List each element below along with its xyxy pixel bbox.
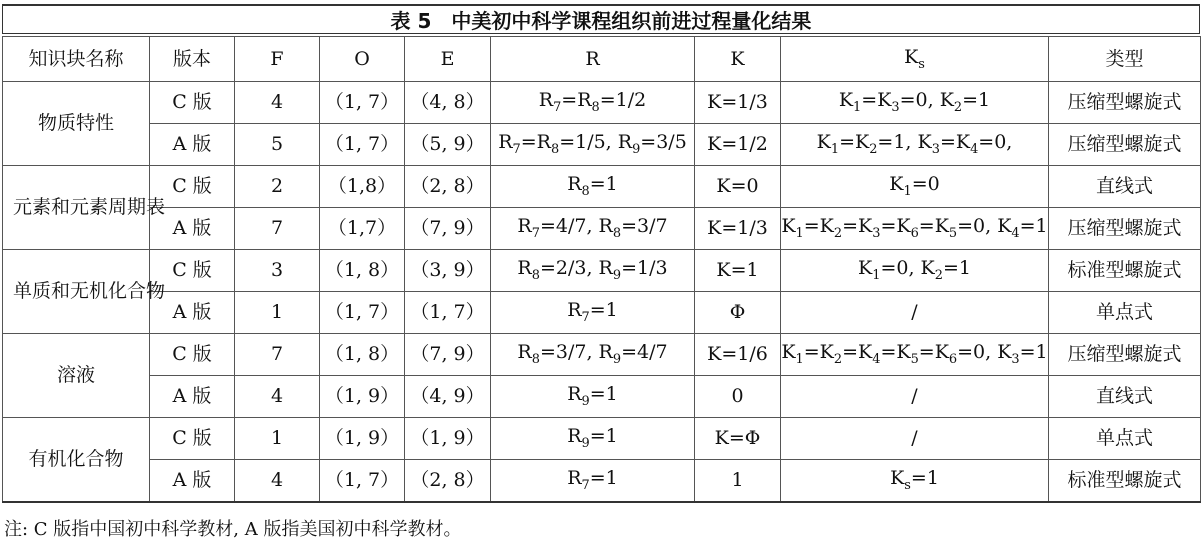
k-cell: K=1/2 — [695, 124, 781, 166]
version-cell: C 版 — [150, 418, 235, 460]
header-row — [3, 37, 1201, 82]
type-cell: 单点式 — [1049, 418, 1201, 460]
col-header-e: E — [405, 37, 491, 82]
table-row — [3, 334, 1201, 376]
knowledge-block-cell: 单质和无机化合物 — [3, 250, 150, 334]
table-row — [3, 166, 1201, 208]
type-cell: 直线式 — [1049, 166, 1201, 208]
version-cell: A 版 — [150, 376, 235, 418]
f-cell: 5 — [235, 124, 320, 166]
e-cell: （4, 9） — [405, 376, 491, 418]
type-cell: 压缩型螺旋式 — [1049, 208, 1201, 250]
version-cell: C 版 — [150, 166, 235, 208]
f-cell: 2 — [235, 166, 320, 208]
ks-cell: / — [781, 376, 1049, 418]
o-cell: （1, 8） — [320, 250, 405, 292]
ks-cell: $K_1=K_2=1$, $K_3=K_4=0$, — [781, 124, 1049, 166]
k-cell: K=Φ — [695, 418, 781, 460]
table-row — [3, 250, 1201, 292]
col-header-r: R — [491, 37, 695, 82]
e-cell: （1, 9） — [405, 418, 491, 460]
k-cell: 0 — [695, 376, 781, 418]
r-cell: $R_7=1$ — [491, 460, 695, 503]
f-cell: 4 — [235, 82, 320, 124]
ks-cell: $K_1=K_3=0$, $K_2=1$ — [781, 82, 1049, 124]
type-cell: 压缩型螺旋式 — [1049, 124, 1201, 166]
r-cell: $R_8=3/7$, $R_9=4/7$ — [491, 334, 695, 376]
col-header-f: F — [235, 37, 320, 82]
knowledge-block-cell: 有机化合物 — [3, 418, 150, 503]
f-cell: 4 — [235, 376, 320, 418]
e-cell: （3, 9） — [405, 250, 491, 292]
ks-cell: / — [781, 292, 1049, 334]
k-cell: 1 — [695, 460, 781, 503]
col-header-block: 知识块名称 — [3, 37, 150, 82]
table-row — [3, 208, 1201, 250]
k-cell: K=1/6 — [695, 334, 781, 376]
f-cell: 4 — [235, 460, 320, 503]
k-cell: K=1/3 — [695, 208, 781, 250]
type-cell: 压缩型螺旋式 — [1049, 82, 1201, 124]
version-cell: A 版 — [150, 292, 235, 334]
ks-cell: / — [781, 418, 1049, 460]
f-cell: 1 — [235, 292, 320, 334]
o-cell: （1, 9） — [320, 418, 405, 460]
r-cell: $R_7=R_8=1/5$, $R_9=3/5$ — [491, 124, 695, 166]
r-cell: $R_9=1$ — [491, 418, 695, 460]
type-cell: 标准型螺旋式 — [1049, 250, 1201, 292]
table-row — [3, 124, 1201, 166]
k-cell: K=0 — [695, 166, 781, 208]
o-cell: （1, 8） — [320, 334, 405, 376]
r-cell: $R_8=2/3$, $R_9=1/3$ — [491, 250, 695, 292]
e-cell: （1, 7） — [405, 292, 491, 334]
table-row — [3, 376, 1201, 418]
results-table — [2, 36, 1201, 503]
table-footnote: 注: C 版指中国初中科学教材, A 版指美国初中科学教材。 — [4, 519, 462, 540]
o-cell: （1, 7） — [320, 124, 405, 166]
f-cell: 7 — [235, 208, 320, 250]
col-header-version: 版本 — [150, 37, 235, 82]
version-cell: C 版 — [150, 334, 235, 376]
ks-cell: $K_1=K_2=K_4=K_5=K_6=0$, $K_3=1$ — [781, 334, 1049, 376]
type-cell: 单点式 — [1049, 292, 1201, 334]
r-cell: $R_7=4/7$, $R_8=3/7$ — [491, 208, 695, 250]
o-cell: （1, 7） — [320, 292, 405, 334]
k-cell: K=1/3 — [695, 82, 781, 124]
knowledge-block-cell: 物质特性 — [3, 82, 150, 166]
o-cell: （1,8） — [320, 166, 405, 208]
k-cell: Φ — [695, 292, 781, 334]
version-cell: A 版 — [150, 208, 235, 250]
f-cell: 1 — [235, 418, 320, 460]
knowledge-block-cell: 溶液 — [3, 334, 150, 418]
col-header-type: 类型 — [1049, 37, 1201, 82]
e-cell: （7, 9） — [405, 208, 491, 250]
o-cell: （1, 9） — [320, 376, 405, 418]
o-cell: （1, 7） — [320, 460, 405, 503]
f-cell: 7 — [235, 334, 320, 376]
table-row — [3, 418, 1201, 460]
type-cell: 标准型螺旋式 — [1049, 460, 1201, 503]
col-header-ks: $K_s$ — [781, 37, 1049, 82]
e-cell: （2, 8） — [405, 166, 491, 208]
e-cell: （4, 8） — [405, 82, 491, 124]
e-cell: （5, 9） — [405, 124, 491, 166]
ks-cell: $K_1=0$, $K_2=1$ — [781, 250, 1049, 292]
f-cell: 3 — [235, 250, 320, 292]
type-cell: 压缩型螺旋式 — [1049, 334, 1201, 376]
col-header-k: K — [695, 37, 781, 82]
type-cell: 直线式 — [1049, 376, 1201, 418]
ks-cell: $K_s=1$ — [781, 460, 1049, 503]
r-cell: $R_9=1$ — [491, 376, 695, 418]
ks-cell: $K_1=0$ — [781, 166, 1049, 208]
r-cell: $R_7=1$ — [491, 292, 695, 334]
version-cell: C 版 — [150, 82, 235, 124]
version-cell: C 版 — [150, 250, 235, 292]
col-header-o: O — [320, 37, 405, 82]
e-cell: （7, 9） — [405, 334, 491, 376]
o-cell: （1, 7） — [320, 82, 405, 124]
ks-cell: $K_1=K_2=K_3=K_6=K_5=0$, $K_4=1$ — [781, 208, 1049, 250]
o-cell: （1,7） — [320, 208, 405, 250]
table-row — [3, 82, 1201, 124]
r-cell: $R_7=R_8=1/2$ — [491, 82, 695, 124]
table-row — [3, 292, 1201, 334]
e-cell: （2, 8） — [405, 460, 491, 503]
version-cell: A 版 — [150, 124, 235, 166]
table-row — [3, 460, 1201, 503]
version-cell: A 版 — [150, 460, 235, 503]
table-body — [3, 82, 1201, 503]
table-title: 表 5 中美初中科学课程组织前进过程量化结果 — [2, 4, 1200, 34]
knowledge-block-cell: 元素和元素周期表 — [3, 166, 150, 250]
r-cell: $R_8=1$ — [491, 166, 695, 208]
k-cell: K=1 — [695, 250, 781, 292]
